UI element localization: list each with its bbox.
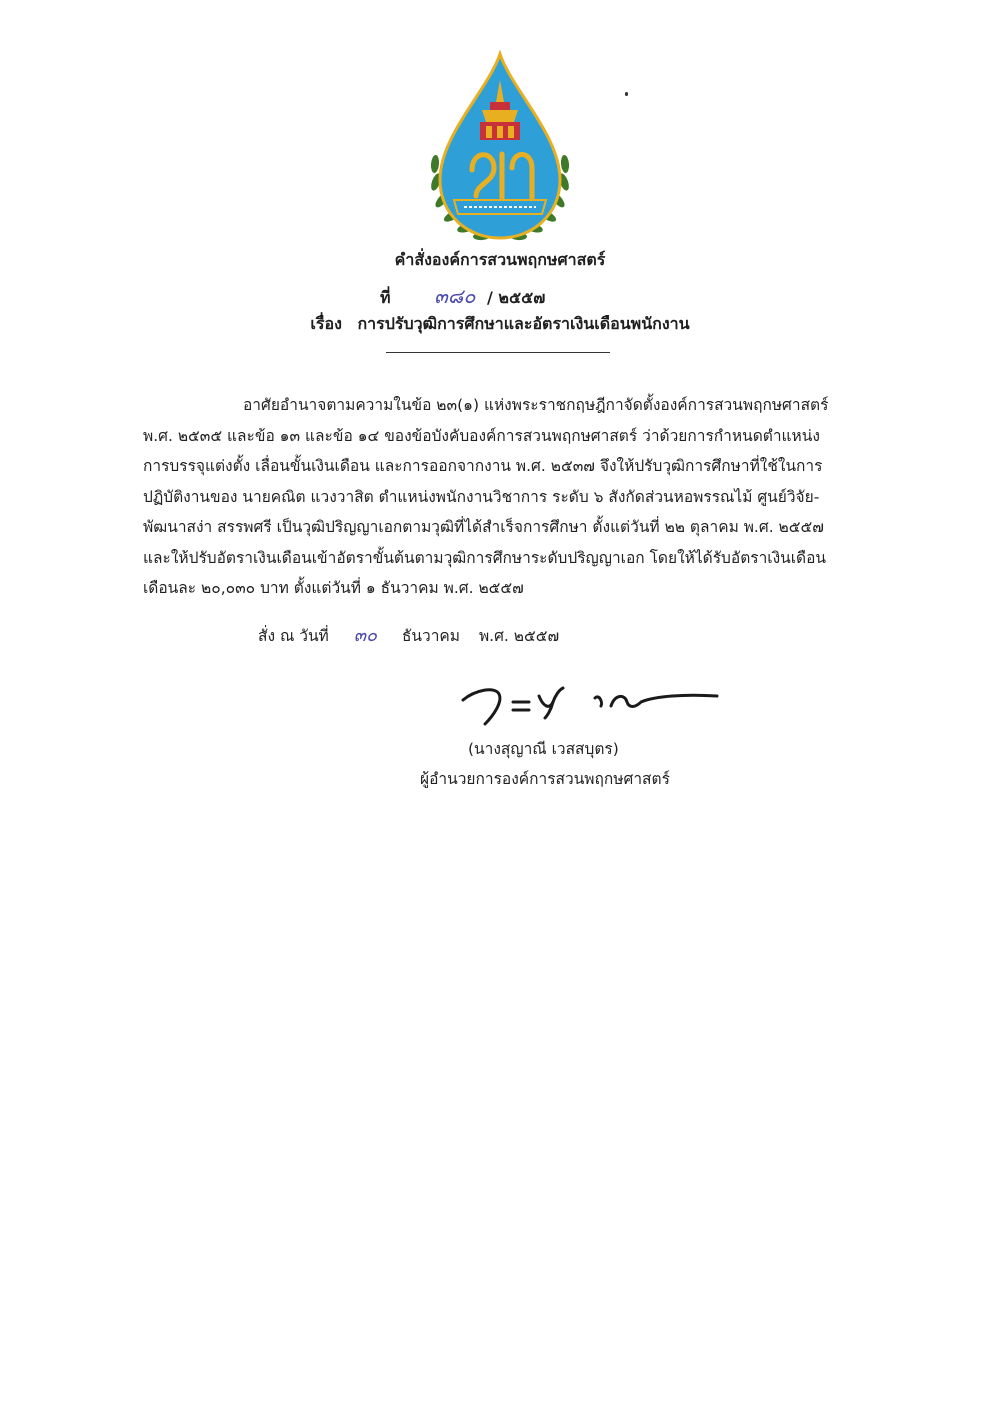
body-line: อาศัยอำนาจตามความในข้อ ๒๓(๑) แห่งพระราชกฤษฎีกาจัดตั้งองค์การสวนพฤกษศาสตร์ <box>243 396 829 414</box>
body-line: พ.ศ. ๒๕๓๕ และข้อ ๑๓ และข้อ ๑๔ ของข้อบังคับองค์การสวนพฤกษศาสตร์ ว่าด้วยการกำหนดตำแหน่ง <box>143 426 820 445</box>
order-number-value: ๓๘๐ <box>434 284 476 308</box>
organization-emblem-icon <box>420 50 580 245</box>
body-line: ปฏิบัติงานของ นายคณิต แวงวาสิต ตำแหน่งพนักงานวิชาการ ระดับ ๖ สังกัดส่วนหอพรรณไม้ ศูนย์วิจัย- <box>143 487 820 506</box>
order-date-day: ๓๐ <box>353 625 378 646</box>
order-number-year: / ๒๕๕๗ <box>487 288 546 307</box>
subject-text: การปรับวุฒิการศึกษาและอัตราเงินเดือนพนักงาน <box>357 314 690 333</box>
body-line: เดือนละ ๒๐,๐๓๐ บาท ตั้งแต่วันที่ ๑ ธันวาคม พ.ศ. ๒๕๕๗ <box>143 579 524 597</box>
order-date-year: พ.ศ. ๒๕๕๗ <box>478 627 560 645</box>
body-line: พัฒนาสง่า สรรพศรี เป็นวุฒิปริญญาเอกตามวุฒิที่ได้สำเร็จการศึกษา ตั้งแต่วันที่ ๒๒ ตุลาคม พ.ศ. ๒๕๕๗ <box>143 518 824 536</box>
order-subject <box>0 312 1000 337</box>
signer-position: ผู้อำนวยการองค์การสวนพฤกษศาสตร์ <box>420 770 670 788</box>
order-date <box>258 620 559 649</box>
body-line: การบรรจุแต่งตั้ง เลื่อนขั้นเงินเดือน และการออกจากงาน พ.ศ. ๒๕๓๗ จึงให้ปรับวุฒิการศึกษาที่ใช้ในการ <box>143 457 823 475</box>
order-number-label: ที่ <box>380 288 391 307</box>
order-date-prefix: สั่ง ณ วันที่ <box>258 627 329 645</box>
signer-name: (นางสุญาณี เวสสบุตร) <box>468 740 619 758</box>
divider-line <box>386 352 610 353</box>
order-body <box>143 390 863 604</box>
handwritten-signature <box>455 672 735 732</box>
scan-speck <box>625 92 628 96</box>
order-date-month: ธันวาคม <box>401 627 461 645</box>
subject-label: เรื่อง <box>310 314 342 333</box>
body-line: และให้ปรับอัตราเงินเดือนเข้าอัตราขั้นต้นตามวุฒิการศึกษาระดับปริญญาเอก โดยให้ได้รับอัตราเงินเดือน <box>143 548 827 567</box>
order-title: คำสั่งองค์การสวนพฤกษศาสตร์ <box>394 250 606 269</box>
order-number <box>380 280 545 312</box>
